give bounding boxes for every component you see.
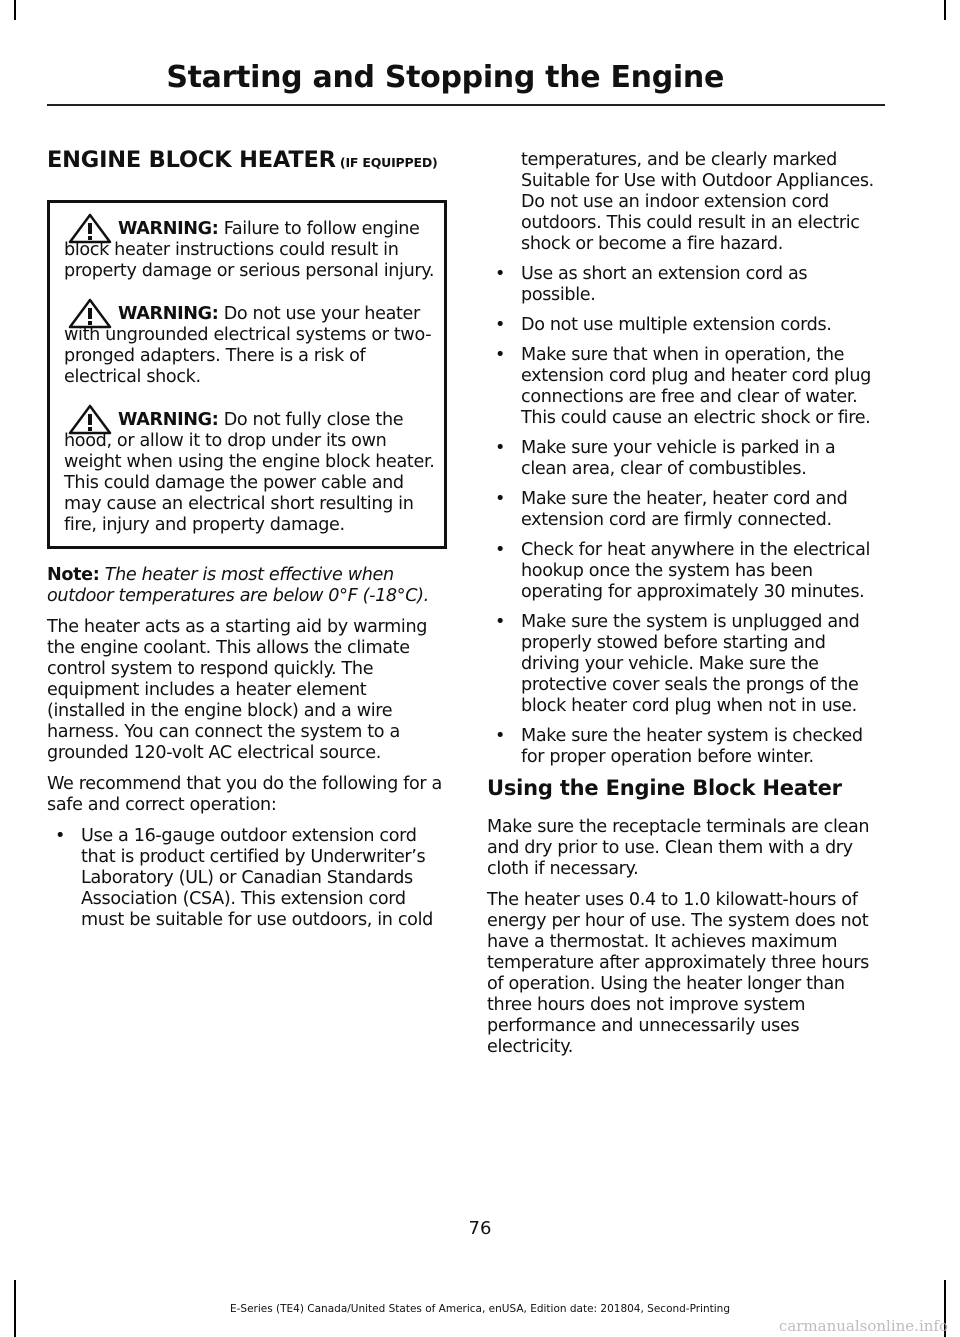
right-column [487,150,881,1068]
header-divider [47,104,885,106]
section-title-main: ENGINE BLOCK HEATER [47,147,336,173]
list-item-text: Make sure your vehicle is parked in a clean area, clear of combustibles. [521,438,836,479]
bullet-marker: • [495,315,506,335]
bullet-marker: • [495,345,506,365]
subsection-title: Using the Engine Block Heater [487,776,842,800]
warning-text: Do not use your heater with ungrounded electrical systems or two-pronged adapters. There is a risk of electrical shock. [64,304,432,387]
left-column [47,145,447,940]
note-text: The heater is most effective when outdoor temperatures are below 0°F (-18°C). [47,565,429,606]
list-item-text: Check for heat anywhere in the electrical hookup once the system has been operating for approximately 30 minutes. [521,540,871,602]
list-item [487,612,881,717]
warning-item [64,219,438,282]
bullet-marker: • [495,726,506,746]
list-item [487,540,881,603]
bullet-marker: • [495,489,506,509]
page-number: 76 [468,1218,492,1239]
bullet-marker: • [495,540,506,560]
list-item-continuation: temperatures, and be clearly marked Suitable for Use with Outdoor Appliances. Do not use an indoor extension cord outdoors. This could result in an electric shock or become a fire hazard. [521,150,874,254]
paragraph: Make sure the receptacle terminals are clean and dry prior to use. Clean them with a dry cloth if necessary. [487,817,870,879]
paragraph: The heater uses 0.4 to 1.0 kilowatt-hours of energy per hour of use. The system does not have a thermostat. It achieves maximum temperature after approximately three hours of operation. Using the heater longer than three hours does not improve system performance and unnecessarily uses electricity. [487,890,869,1057]
list-item [487,345,881,429]
list-item-text: Use as short an extension cord as possible. [521,264,808,305]
list-item [487,264,881,306]
bullet-marker: • [495,612,506,632]
crop-mark-top-right-v [944,0,946,20]
bullet-marker: • [495,438,506,458]
section-title-qualifier: (IF EQUIPPED) [335,155,438,170]
watermark: carmanualsonline.info [778,1317,948,1335]
page-header-title: Starting and Stopping the Engine [166,60,724,95]
paragraph: We recommend that you do the following for a safe and correct operation: [47,774,442,815]
list-item [487,726,881,768]
warning-text: Do not fully close the hood, or allow it to drop under its own weight when using the engine block heater. This could damage the power cable and may cause an electrical short resulting in fire, injury and property damage. [64,410,435,535]
paragraph: The heater acts as a starting aid by warming the engine coolant. This allows the climate control system to respond quickly. The equipment includes a heater element (installed in the engine block) and a wire harness. You can connect the system to a grounded 120-volt AC electrical source. [47,617,428,763]
list-item [487,315,881,336]
crop-mark-top-left-v [14,0,16,20]
warning-label: WARNING: [118,410,219,430]
note [47,565,447,607]
note-label: Note: [47,565,100,585]
bullet-marker: • [495,264,506,284]
list-item [47,826,447,931]
section-title [47,145,447,178]
warning-item [64,410,438,536]
list-item-text: Make sure the heater system is checked for proper operation before winter. [521,726,863,767]
list-item [487,438,881,480]
list-item-text: Make sure the system is unplugged and properly stowed before starting and driving your vehicle. Make sure the protective cover seals the prongs of the block heater cord plug when not in use. [521,612,860,716]
warning-triangle-icon [64,213,116,245]
bullet-list [47,826,447,931]
bullet-marker: • [55,826,66,846]
warning-triangle-icon [64,298,116,330]
list-item-text: Make sure the heater, heater cord and extension cord are firmly connected. [521,489,848,530]
list-item-text: Do not use multiple extension cords. [521,315,832,335]
warning-label: WARNING: [118,304,219,324]
warning-label: WARNING: [118,219,219,239]
warning-triangle-icon [64,404,116,436]
warning-item [64,304,438,388]
list-item-text: Make sure that when in operation, the extension cord plug and heater cord plug connections are free and clear of water. This could cause an electric shock or fire. [521,345,871,428]
bullet-list [487,264,881,768]
warning-text: Failure to follow engine block heater instructions could result in property damage or serious personal injury. [64,219,435,281]
footer-edition-text: E-Series (TE4) Canada/United States of America, enUSA, Edition date: 201804, Second-Printing [229,1303,730,1315]
list-item [487,489,881,531]
warning-box [47,200,447,549]
list-item-text: Use a 16-gauge outdoor extension cord that is product certified by Underwriter’s Laboratory (UL) or Canadian Standards Association (CSA). This extension cord must be suitable for use outdoors, in cold [81,826,433,930]
